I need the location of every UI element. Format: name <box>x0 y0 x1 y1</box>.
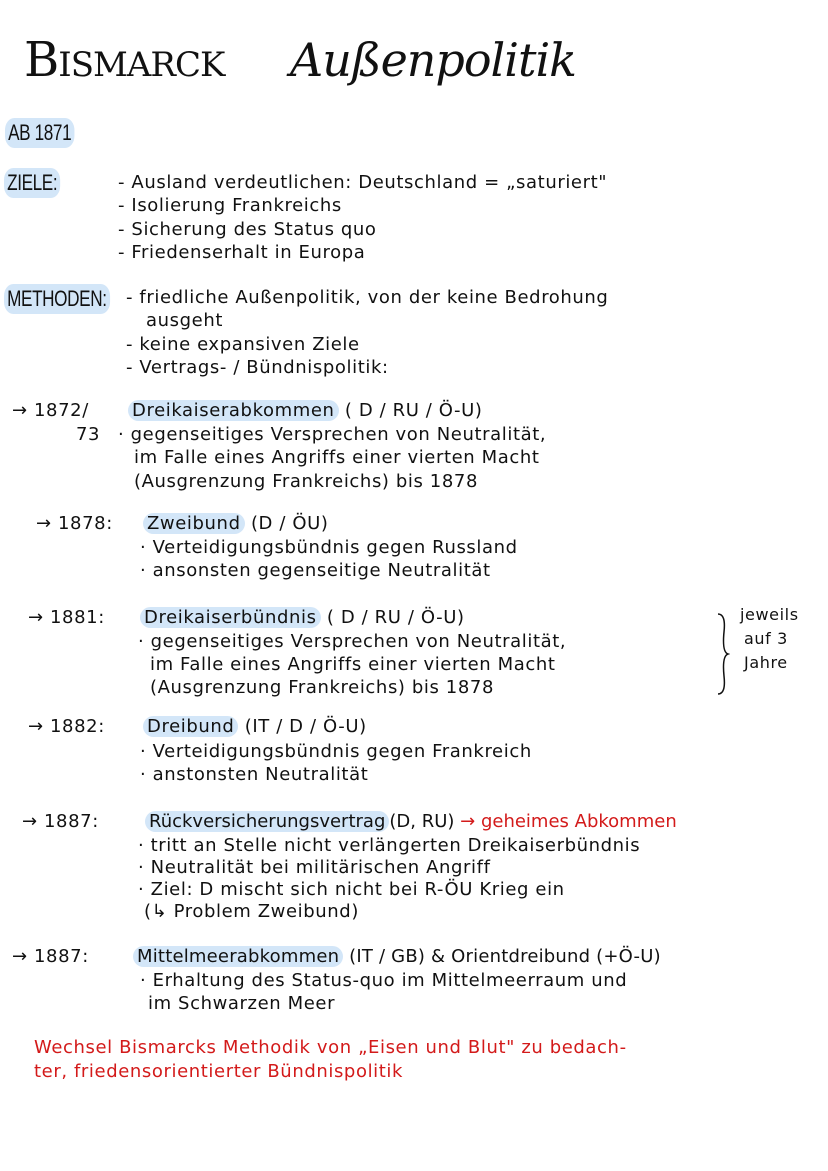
ziele-item: - Sicherung des Status quo <box>118 219 377 240</box>
methoden-item: - keine expansiven Ziele <box>126 334 360 355</box>
entry-name: Mittelmeerabkommen <box>133 946 343 967</box>
ziele-item: - Isolierung Frankreichs <box>118 195 342 216</box>
entry-name: Zweibund <box>143 513 245 534</box>
ziele-item: - Ausland verdeutlichen: Deutschland = „saturiert" <box>118 172 608 193</box>
page-subtitle: Außenpolitik <box>290 33 577 87</box>
entry-line: im Falle eines Angriffs einer vierten Macht <box>134 447 540 468</box>
entry-members: (D, RU) <box>389 811 455 832</box>
note-line: Jahre <box>744 653 788 672</box>
entry-line: · Erhaltung des Status-quo im Mittelmeerraum und <box>140 970 628 991</box>
entry-year: → 1872/ <box>12 400 89 421</box>
ziele-item: - Friedenserhalt in Europa <box>118 242 366 263</box>
entry-name: Rückversicherungsvertrag <box>145 811 389 832</box>
page-title: Bismarck <box>24 32 225 88</box>
entry-heading <box>140 606 465 630</box>
entry-members: (D / ÖU) <box>250 513 329 534</box>
period-badge: AB 1871 <box>5 118 74 148</box>
entry-line: · Ziel: D mischt sich nicht bei R-ÖU Krieg ein <box>138 879 565 900</box>
brace-icon <box>716 612 730 696</box>
entry-name: Dreibund <box>143 716 238 737</box>
entry-year: → 1887: <box>22 811 99 832</box>
entry-line: (↳ Problem Zweibund) <box>144 901 359 922</box>
entry-line: im Falle eines Angriffs einer vierten Macht <box>150 654 556 675</box>
entry-heading <box>143 512 329 536</box>
conclusion-line: Wechsel Bismarcks Methodik von „Eisen und Blut" zu bedach- <box>34 1037 627 1058</box>
entry-line: · gegenseitiges Versprechen von Neutralität, <box>138 631 567 652</box>
entry-year-cont: 73 <box>76 424 101 445</box>
entry-line: · ansonsten gegenseitige Neutralität <box>140 560 491 581</box>
entry-line: (Ausgrenzung Frankreichs) bis 1878 <box>134 471 478 492</box>
note-line: auf 3 <box>744 629 788 648</box>
methoden-label: METHODEN: <box>4 284 110 314</box>
entry-year: → 1882: <box>28 716 105 737</box>
entry-members: (IT / GB) & Orientdreibund (+Ö-U) <box>349 946 661 967</box>
entry-members: ( D / RU / Ö-U) <box>326 607 465 628</box>
conclusion-line: ter, friedensorientierter Bündnispolitik <box>34 1061 404 1082</box>
entry-line: · Neutralität bei militärischen Angriff <box>138 857 491 878</box>
entry-heading <box>145 810 677 834</box>
entry-line: (Ausgrenzung Frankreichs) bis 1878 <box>150 677 494 698</box>
methoden-item: - Vertrags- / Bündnispolitik: <box>126 357 389 378</box>
entry-line: · Verteidigungsbündnis gegen Frankreich <box>140 741 532 762</box>
note-line: jeweils <box>740 605 799 624</box>
entry-line: · gegenseitiges Versprechen von Neutralität, <box>118 424 547 445</box>
entry-members: ( D / RU / Ö-U) <box>344 400 483 421</box>
entry-line: im Schwarzen Meer <box>148 993 336 1014</box>
entry-remark: → geheimes Abkommen <box>460 811 677 832</box>
methoden-item: - friedliche Außenpolitik, von der keine Bedrohung <box>126 287 609 308</box>
entry-line: · tritt an Stelle nicht verlängerten Dreikaiserbündnis <box>138 835 641 856</box>
entry-line: · anstonsten Neutralität <box>140 764 369 785</box>
entry-name: Dreikaiserbündnis <box>140 607 321 628</box>
ziele-label: ZIELE: <box>4 168 60 198</box>
entry-year: → 1881: <box>28 607 105 628</box>
entry-line: · Verteidigungsbündnis gegen Russland <box>140 537 518 558</box>
entry-heading <box>133 945 661 969</box>
entry-heading <box>128 399 483 423</box>
entry-heading <box>143 715 367 739</box>
entry-members: (IT / D / Ö-U) <box>244 716 367 737</box>
entry-year: → 1878: <box>36 513 113 534</box>
entry-year: → 1887: <box>12 946 89 967</box>
methoden-item: ausgeht <box>146 310 223 331</box>
entry-name: Dreikaiserabkommen <box>128 400 339 421</box>
